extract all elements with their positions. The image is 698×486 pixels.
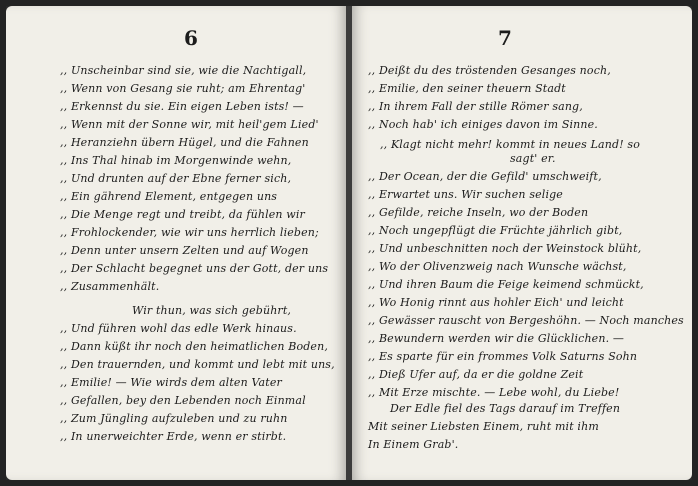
verse-line: ,, Dann küßt ihr noch den heimatlichen Boden, (60, 340, 328, 353)
verse-line: ,, In ihrem Fall der stille Römer sang, (368, 100, 583, 113)
verse-line: ,, Erwartet uns. Wir suchen selige (368, 188, 563, 201)
verse-line: ,, Mit Erze mischte. — Lebe wohl, du Liebe! (368, 386, 620, 399)
verse-line: ,, Dieß Ufer auf, da er die goldne Zeit (368, 368, 584, 381)
verse-line: ,, Noch hab' ich einiges davon im Sinne. (368, 118, 598, 131)
verse-line: ,, Denn unter unsern Zelten und auf Wogen (60, 244, 309, 257)
verse-line: ,, Klagt nicht mehr! kommt in neues Land! so (380, 138, 640, 151)
verse-line: ,, Die Menge regt und treibt, da fühlen wir (60, 208, 305, 221)
verse-line: ,, Der Ocean, der die Gefild' umschweift, (368, 170, 602, 183)
verse-line: ,, Erkennst du sie. Ein eigen Leben ists! — (60, 100, 304, 113)
verse-line: ,, Gefallen, bey den Lebenden noch Einmal (60, 394, 306, 407)
verse-line: Wir thun, was sich gebührt, (132, 304, 292, 317)
verse-line: ,, Ins Thal hinab im Morgenwinde wehn, (60, 154, 292, 167)
verse-line: Mit seiner Liebsten Einem, ruht mit ihm (368, 420, 599, 433)
book-spread (6, 6, 692, 480)
verse-line: ,, Unscheinbar sind sie, wie die Nachtigall, (60, 64, 307, 77)
verse-line: ,, Frohlockender, wie wir uns herrlich lieben; (60, 226, 319, 239)
verse-line: ,, Noch ungepflügt die Früchte jährlich gibt, (368, 224, 623, 237)
verse-line: ,, Emilie, den seiner theuern Stadt (368, 82, 566, 95)
verse-line: ,, In unerweichter Erde, wenn er stirbt. (60, 430, 287, 443)
verse-line: ,, Und führen wohl das edle Werk hinaus. (60, 322, 297, 335)
verse-line: ,, Wo der Olivenzweig nach Wunsche wächst, (368, 260, 627, 273)
verse-line: ,, Gefilde, reiche Inseln, wo der Boden (368, 206, 589, 219)
verse-line: Der Edle fiel des Tags darauf im Treffen (390, 402, 621, 415)
page-number: 7 (498, 26, 512, 50)
verse-line: ,, Zum Jüngling aufzuleben und zu ruhn (60, 412, 288, 425)
verse-line: ,, Es sparte für ein frommes Volk Saturns Sohn (368, 350, 638, 363)
verse-line: sagt' er. (510, 152, 556, 165)
verse-line: ,, Bewundern werden wir die Glücklichen. — (368, 332, 625, 345)
verse-line: ,, Deißt du des tröstenden Gesanges noch, (368, 64, 611, 77)
verse-line: ,, Heranziehn übern Hügel, und die Fahnen (60, 136, 309, 149)
page-number: 6 (184, 26, 198, 50)
verse-line: ,, Emilie! — Wie wirds dem alten Vater (60, 376, 282, 389)
verse-line: ,, Und unbeschnitten noch der Weinstock blüht, (368, 242, 642, 255)
verse-line: ,, Der Schlacht begegnet uns der Gott, der uns (60, 262, 329, 275)
right-page (352, 6, 692, 480)
verse-line: ,, Ein gährend Element, entgegen uns (60, 190, 278, 203)
verse-line: ,, Und ihren Baum die Feige keimend schmückt, (368, 278, 644, 291)
left-page (6, 6, 346, 480)
verse-line: ,, Wenn von Gesang sie ruht; am Ehrentag' (60, 82, 306, 95)
verse-line: ,, Und drunten auf der Ebne ferner sich, (60, 172, 292, 185)
verse-line: ,, Wo Honig rinnt aus hohler Eich' und leicht (368, 296, 624, 309)
verse-line: ,, Den trauernden, und kommt und lebt mit uns, (60, 358, 335, 371)
verse-line: ,, Wenn mit der Sonne wir, mit heil'gem Lied' (60, 118, 319, 131)
verse-line: In Einem Grab'. (368, 438, 459, 451)
verse-line: ,, Gewässer rauscht von Bergeshöhn. — Noch manches (368, 314, 684, 327)
verse-line: ,, Zusammenhält. (60, 280, 160, 293)
